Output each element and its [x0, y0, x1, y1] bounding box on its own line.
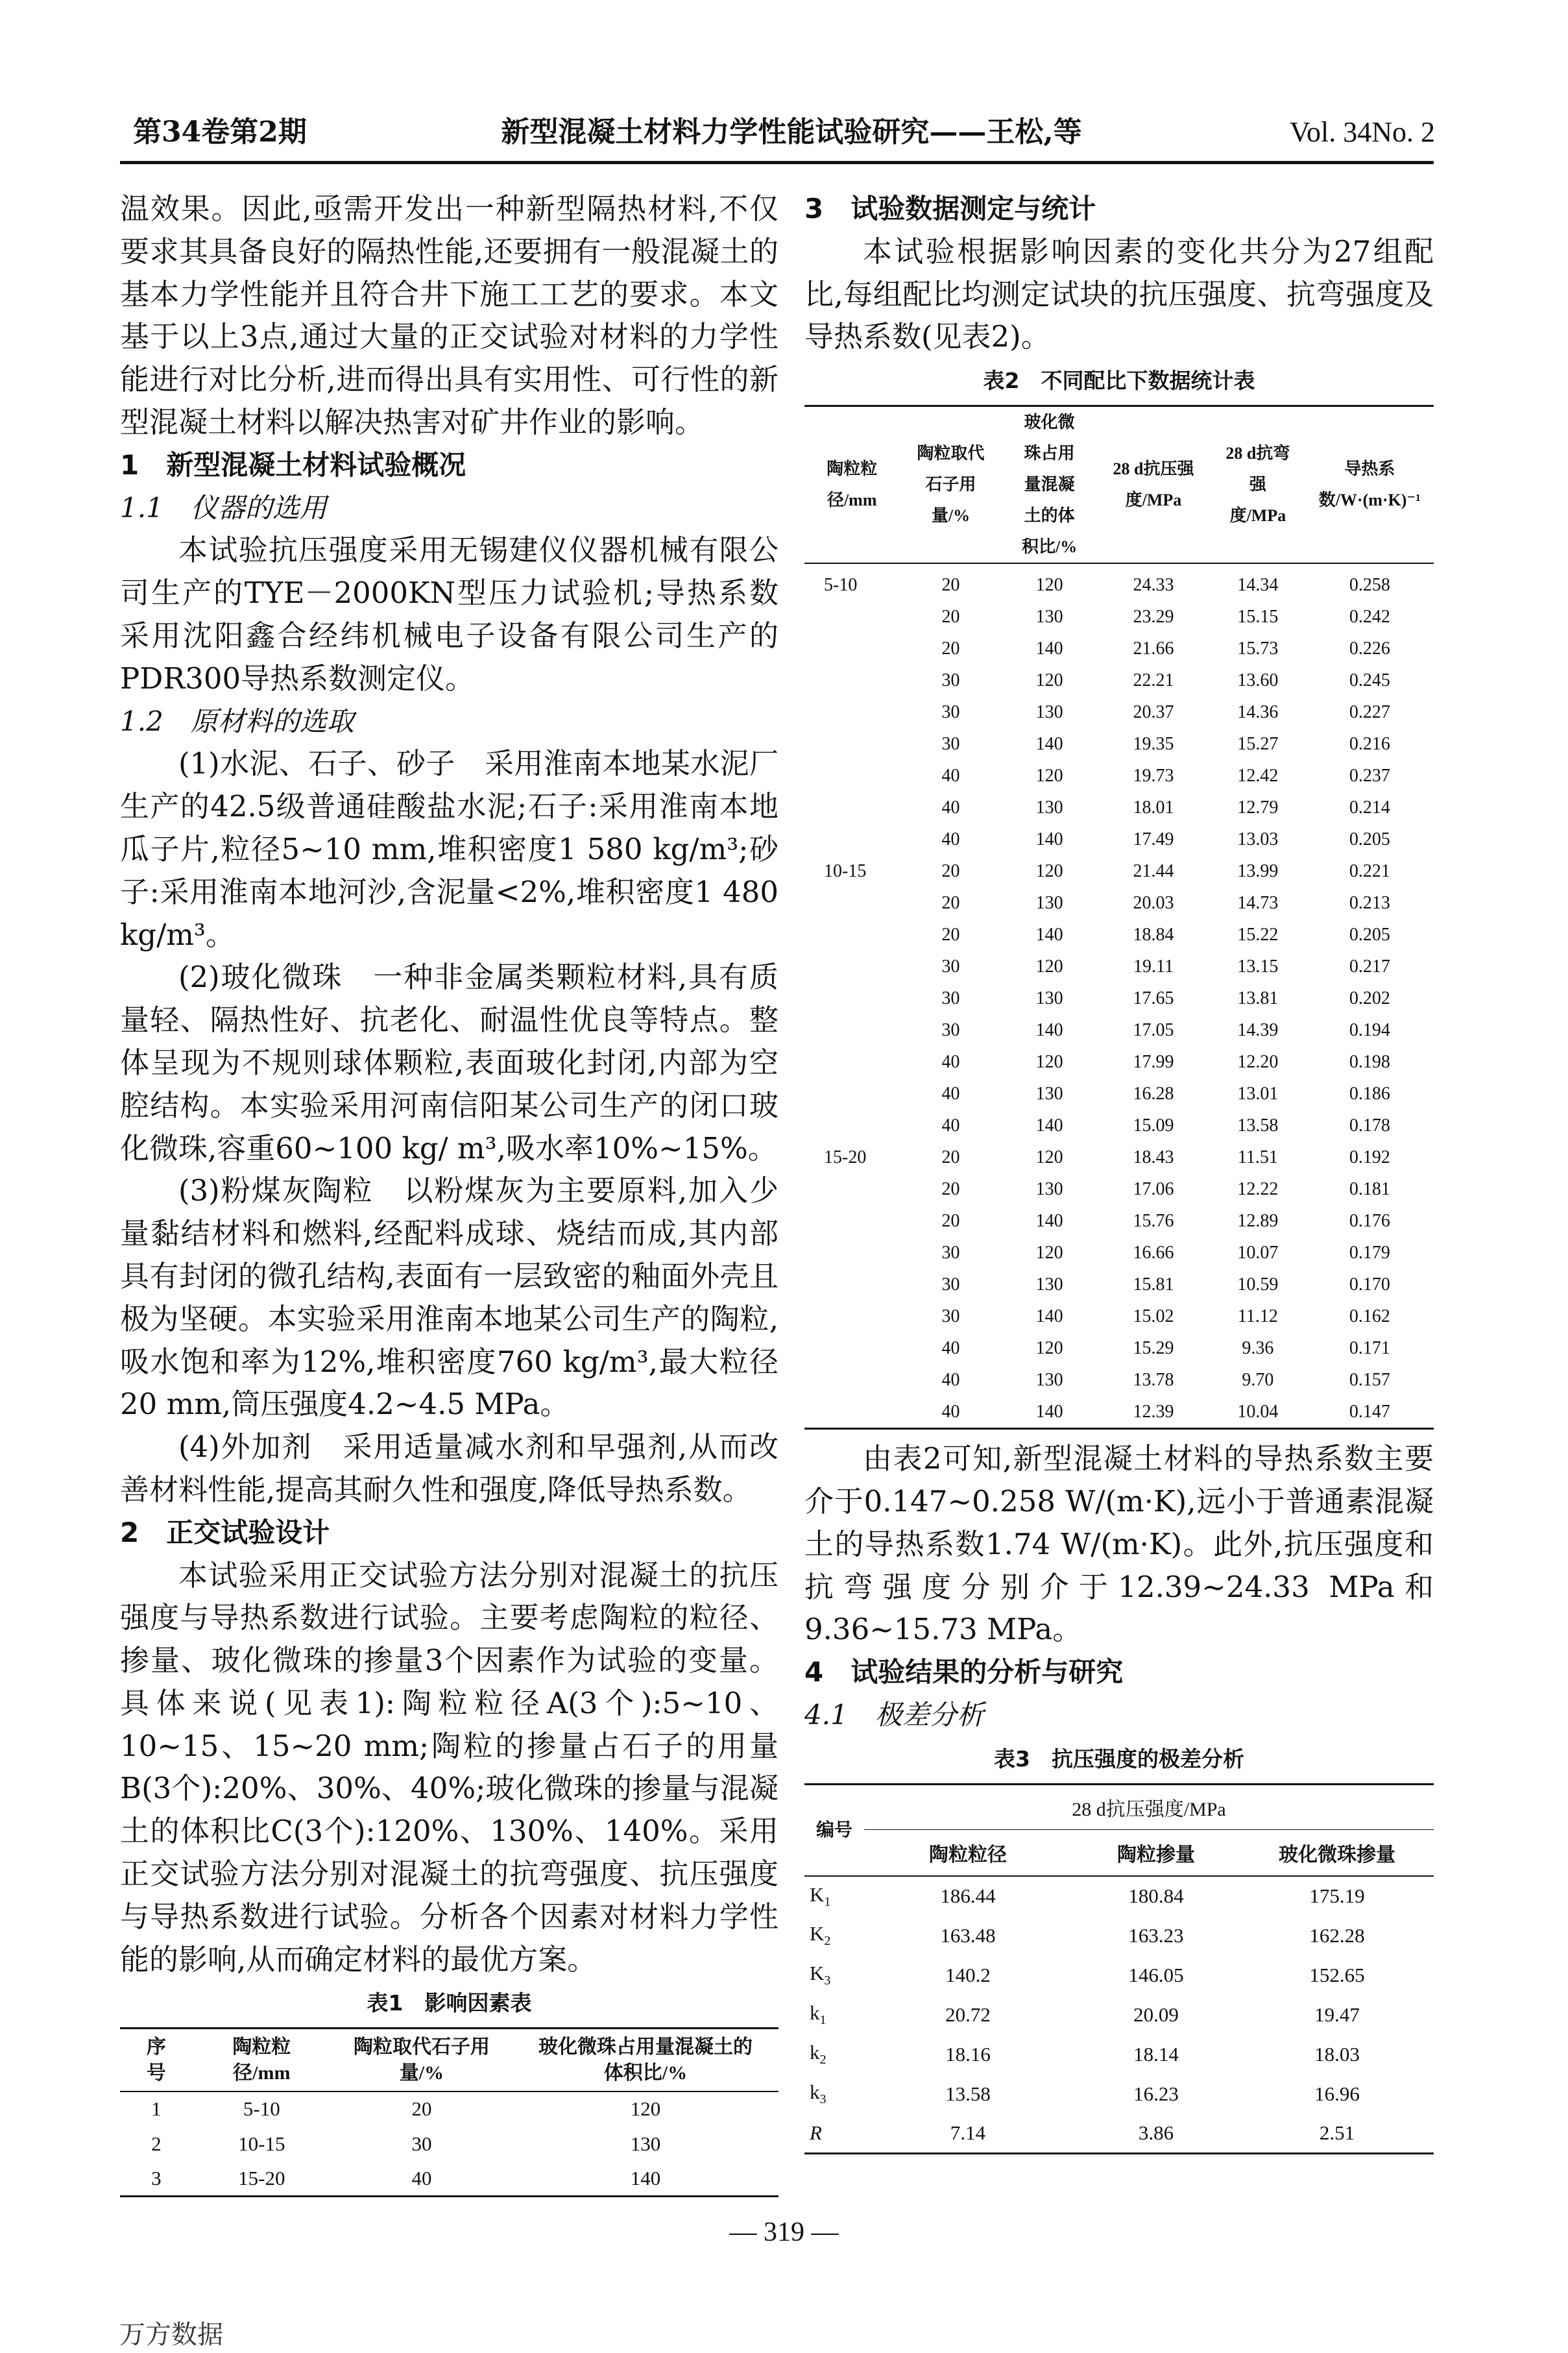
table-cell: 14.36: [1237, 702, 1279, 723]
table-cell: 2: [151, 2132, 162, 2155]
table-cell: 20: [941, 1179, 960, 1200]
table-row: [804, 1046, 1434, 1078]
table-cell: 0.245: [1349, 670, 1390, 691]
running-header-volume: Vol. 34No. 2: [1289, 116, 1435, 148]
intro-paragraph: 温效果。因此,亟需开发出一种新型隔热材料,不仅要求其具备良好的隔热性能,还要拥有一般混凝土的基本力学性能并且符合井下施工工艺的要求。本文基于以上3点,通过大量的正交试验对材料的力学性能进行对比分析,进而得出具有实用性、可行性的新型混凝土材料以解决热害对矿井作业的影响。: [120, 191, 778, 439]
table-cell: 12.22: [1237, 1179, 1279, 1200]
table-cell: 0.217: [1349, 957, 1390, 977]
left-column: [120, 188, 778, 2197]
table-row: [804, 2114, 1434, 2153]
table-cell: 15.22: [1237, 925, 1279, 945]
footer: [0, 2213, 1568, 2353]
table-cell: 16.66: [1133, 1243, 1174, 1263]
table-2-caption: 表2 不同配比下数据统计表: [983, 368, 1255, 394]
group-label: [804, 1332, 899, 1364]
group-label: [804, 951, 899, 982]
row-label: [804, 1876, 864, 1916]
table-cell: 175.19: [1309, 1884, 1365, 1908]
table-cell: 20.09: [1133, 2003, 1179, 2026]
table-cell: 30: [941, 1243, 960, 1263]
table-row: [804, 792, 1434, 823]
table-1: [120, 2027, 778, 2197]
table-cell: 15.02: [1133, 1306, 1174, 1327]
table-cell: 186.44: [940, 1884, 996, 1908]
table-row: [120, 2127, 778, 2162]
table-cell: 0.171: [1349, 1338, 1390, 1359]
row-label-subscript: 3: [824, 1973, 831, 1988]
table-cell: 11.12: [1237, 1306, 1278, 1327]
table-cell: 40: [941, 1084, 960, 1104]
table-row: [804, 2034, 1434, 2074]
table-cell: 130: [1035, 702, 1063, 723]
table-row: [804, 1205, 1434, 1237]
table-cell: 120: [1035, 766, 1063, 786]
group-label: [804, 1269, 899, 1300]
body-columns: [120, 0, 1434, 2197]
table-cell: 12.79: [1237, 798, 1279, 818]
group-label: [804, 664, 899, 696]
group-label: [804, 1364, 899, 1396]
group-label: [804, 696, 899, 728]
table-cell: 18.16: [945, 2042, 991, 2066]
group-label: [804, 1110, 899, 1141]
table-cell: 140: [1035, 1402, 1063, 1422]
table-cell: 13.01: [1237, 1084, 1279, 1104]
table-cell: 15.15: [1237, 607, 1279, 628]
row-label-symbol: k: [810, 2041, 820, 2064]
table-cell: 7.14: [950, 2121, 986, 2145]
orthogonal-design-paragraph: 本试验采用正交试验方法分别对混凝土的抗压强度与导热系数进行试验。主要考虑陶粒的粒径、掺量、玻化微珠的掺量3个因素作为试验的变量。具体来说(见表1):陶粒粒径A(3个):5~10、10~15、15~20 mm;陶粒的掺量占石子的用量B(3个):20%、30%、40%;玻化微珠的掺量与混凝土的体积比C(3个):120%、130%、140%。采用正交试验方法分别对混凝土的抗弯强度、抗压强度与导热系数进行试验。分析各个因素对材料力学性能的影响,从而确定材料的最优方案。: [120, 1557, 778, 1977]
row-label-subscript: 2: [819, 2053, 826, 2067]
row-label: [804, 2114, 864, 2153]
table-cell: 140: [1035, 829, 1063, 850]
table-cell: 30: [941, 702, 960, 723]
group-label: 5-10: [824, 575, 858, 596]
table-cell: 13.99: [1237, 861, 1279, 882]
table-cell: 22.21: [1133, 670, 1174, 691]
section-1-heading: 1 新型混凝土材料试验概况: [120, 448, 466, 481]
table-cell: 18.43: [1133, 1147, 1174, 1168]
table-cell: 21.66: [1133, 639, 1174, 659]
table-row: [804, 696, 1434, 728]
table-cell: 163.23: [1128, 1923, 1184, 1947]
instruments-paragraph: 本试验抗压强度采用无锡建仪仪器机械有限公司生产的TYE－2000KN型压力试验机;导热系数采用沈阳鑫合经纬机械电子设备有限公司生产的PDR300导热系数测定仪。: [120, 533, 778, 696]
table-cell: 13.78: [1133, 1370, 1174, 1391]
table-cell: 130: [630, 2132, 661, 2155]
table-3-header: 陶粒粒径: [929, 1844, 1007, 1866]
table-2-header: 陶粒取代石子用量/%: [899, 406, 1002, 564]
table-cell: 30: [941, 1020, 960, 1041]
table-cell: 140: [1035, 1020, 1063, 1041]
table-cell: 18.14: [1133, 2042, 1179, 2066]
table-cell: 10.04: [1237, 1402, 1279, 1422]
table-cell: 16.96: [1314, 2082, 1360, 2105]
table-cell: 14.34: [1237, 575, 1279, 596]
table-cell: 0.242: [1349, 607, 1390, 628]
table-cell: 130: [1035, 1370, 1063, 1391]
table-cell: 40: [411, 2167, 432, 2190]
table-cell: 40: [941, 1052, 960, 1073]
table-cell: 40: [941, 1338, 960, 1359]
running-header-issue: 第34卷第2期: [133, 116, 307, 149]
table-cell: 3: [151, 2167, 162, 2190]
row-label-symbol: K: [810, 1962, 825, 1985]
group-label: [804, 1396, 899, 1429]
table-cell: 15.73: [1237, 639, 1279, 659]
table-cell: 140: [1035, 1211, 1063, 1232]
row-label: [804, 2034, 864, 2074]
table-row: [804, 919, 1434, 951]
table-cell: 40: [941, 1370, 960, 1391]
table-cell: 10.59: [1237, 1274, 1279, 1295]
table-row: [804, 1141, 1434, 1173]
section-4-heading: 4 试验结果的分析与研究: [804, 1656, 1124, 1689]
table-cell: 20: [941, 607, 960, 628]
row-label-symbol: k: [810, 2080, 820, 2104]
table-cell: 30: [941, 670, 960, 691]
table-cell: 30: [941, 957, 960, 977]
table-cell: 120: [1035, 861, 1063, 882]
table-cell: 17.65: [1133, 988, 1174, 1009]
section-2-heading: 2 正交试验设计: [120, 1516, 330, 1548]
table-cell: 140.2: [945, 1963, 991, 1986]
table-row: [804, 760, 1434, 792]
table-cell: 0.198: [1349, 1052, 1390, 1073]
row-label-symbol: R: [810, 2121, 822, 2145]
table-cell: 0.237: [1349, 766, 1390, 786]
table-row: [804, 563, 1434, 601]
table-cell: 120: [1035, 670, 1063, 691]
table-cell: 5-10: [243, 2097, 280, 2121]
table-cell: 120: [1035, 1338, 1063, 1359]
row-label: [804, 1955, 864, 1995]
table-cell: 163.48: [940, 1923, 996, 1947]
table-cell: 0.194: [1349, 1020, 1390, 1041]
materials-paragraph-3: (3)粉煤灰陶粒 以粉煤灰为主要原料,加入少量黏结材料和燃料,经配料成球、烧结而成,其内部具有封闭的微孔结构,表面有一层致密的釉面外壳且极为坚硬。本实验采用淮南本地某公司生产的陶粒,吸水饱和率为12%,堆积密度760 kg/m³,最大粒径20 mm,筒压强度4.2~4.5 MPa。: [120, 1173, 778, 1422]
row-label-symbol: K: [810, 1883, 825, 1906]
table-cell: 0.216: [1349, 734, 1390, 755]
table-cell: 18.01: [1133, 798, 1174, 818]
table-cell: 0.179: [1349, 1243, 1390, 1263]
table-cell: 120: [1035, 1052, 1063, 1073]
table-cell: 9.36: [1242, 1338, 1274, 1359]
table-cell: 30: [941, 734, 960, 755]
table-cell: 40: [941, 1116, 960, 1136]
table-cell: 20.03: [1133, 893, 1174, 914]
table-row: [804, 1014, 1434, 1046]
table-cell: 20: [411, 2097, 432, 2121]
table-row: [804, 1269, 1434, 1300]
table-cell: 9.70: [1242, 1370, 1274, 1391]
table-row: [804, 855, 1434, 887]
group-label: [804, 823, 899, 855]
table-cell: 20: [941, 925, 960, 945]
group-label: [804, 1173, 899, 1205]
row-label-subscript: 2: [824, 1934, 831, 1949]
table-cell: 140: [1035, 639, 1063, 659]
row-label-subscript: 1: [824, 1894, 831, 1909]
table-cell: 20.72: [945, 2003, 991, 2026]
table-cell: 130: [1035, 607, 1063, 628]
table-cell: 14.73: [1237, 893, 1279, 914]
group-label: [804, 919, 899, 951]
row-label: [804, 1916, 864, 1955]
table-3: [804, 1783, 1434, 2154]
group-label: [804, 760, 899, 792]
table-cell: 20: [941, 1147, 960, 1168]
table-row: [804, 1332, 1434, 1364]
table-cell: 20: [941, 639, 960, 659]
group-label: [804, 633, 899, 664]
table-cell: 140: [1035, 734, 1063, 755]
table-2-header: 导热系数/W·(m·K)⁻¹: [1306, 406, 1434, 564]
table-row: [804, 1110, 1434, 1141]
table-row: [804, 1364, 1434, 1396]
table-cell: 10.07: [1237, 1243, 1279, 1263]
table-2-header: 玻化微珠占用量混凝土的体积比/%: [1002, 406, 1096, 564]
table-cell: 40: [941, 798, 960, 818]
table-cell: 15.76: [1133, 1211, 1174, 1232]
table-cell: 140: [1035, 1116, 1063, 1136]
table-row: [804, 982, 1434, 1014]
table-cell: 16.23: [1133, 2082, 1179, 2105]
table-cell: 12.39: [1133, 1402, 1174, 1422]
table-cell: 130: [1035, 893, 1063, 914]
table-cell: 13.03: [1237, 829, 1279, 850]
table-cell: 0.157: [1349, 1370, 1390, 1391]
row-label-subscript: 1: [819, 2013, 826, 2028]
right-column: [804, 188, 1434, 2154]
table-cell: 12.89: [1237, 1211, 1279, 1232]
table-row: [804, 823, 1434, 855]
table-cell: 0.202: [1349, 988, 1390, 1009]
table-cell: 18.03: [1314, 2042, 1360, 2066]
table-cell: 0.226: [1349, 639, 1390, 659]
table-cell: 30: [941, 1274, 960, 1295]
materials-paragraph-1: (1)水泥、石子、砂子 采用淮南本地某水泥厂生产的42.5级普通硅酸盐水泥;石子:采用淮南本地瓜子片,粒径5~10 mm,堆积密度1 580 kg/m³;砂子:采用淮南本地河沙,含泥量<2%,堆积密度1 480 kg/m³。: [120, 746, 778, 952]
table-row: [804, 1955, 1434, 1995]
table-3-group-header: 28 d抗压强度/MPa: [864, 1784, 1434, 1829]
table-cell: 0.162: [1349, 1306, 1390, 1327]
table-cell: 15.81: [1133, 1274, 1174, 1295]
spacer: [804, 1430, 1434, 1437]
table-row: [804, 887, 1434, 919]
table-cell: 140: [630, 2167, 661, 2190]
table-row: [804, 1396, 1434, 1429]
table-cell: 20.37: [1133, 702, 1174, 723]
table-cell: 21.44: [1133, 861, 1174, 882]
table-cell: 14.39: [1237, 1020, 1279, 1041]
table-cell: 15.27: [1237, 734, 1279, 755]
group-label: [804, 601, 899, 633]
table-1-caption: 表1 影响因素表: [367, 1990, 532, 2016]
table-row: [804, 1995, 1434, 2034]
table-cell: 130: [1035, 988, 1063, 1009]
table-cell: 15-20: [238, 2167, 285, 2190]
table-cell: 17.49: [1133, 829, 1174, 850]
table-row: [804, 2074, 1434, 2114]
table-2-header: 陶粒粒径/mm: [804, 406, 899, 564]
table-3-header: 陶粒掺量: [1117, 1844, 1195, 1866]
section-1-2-heading: 1.2 原材料的选取: [120, 705, 354, 737]
table-cell: 0.186: [1349, 1084, 1390, 1104]
row-label: [804, 2074, 864, 2114]
table-row: [804, 601, 1434, 633]
table-cell: 146.05: [1128, 1963, 1184, 1986]
table-1-header: 陶粒粒径/mm: [232, 2036, 291, 2084]
materials-paragraph-2: (2)玻化微珠 一种非金属类颗粒材料,具有质量轻、隔热性好、抗老化、耐温性优良等特点。整体呈现为不规则球体颗粒,表面玻化封闭,内部为空腔结构。本实验采用河南信阳某公司生产的闭口玻化微珠,容重60~100 kg/ m³,吸水率10%~15%。: [120, 960, 778, 1165]
page-number: — 319 —: [729, 2217, 839, 2248]
table-cell: 40: [941, 829, 960, 850]
group-label: [804, 1014, 899, 1046]
table-cell: 13.15: [1237, 957, 1279, 977]
table-1-header: 序号: [146, 2036, 166, 2084]
table-cell: 130: [1035, 1274, 1063, 1295]
table-row: [120, 2162, 778, 2197]
table-cell: 13.81: [1237, 988, 1279, 1009]
table-cell: 20: [941, 575, 960, 596]
table-cell: 152.65: [1309, 1963, 1365, 1986]
section-3-heading: 3 试验数据测定与统计: [804, 193, 1096, 225]
table-cell: 20: [941, 893, 960, 914]
table-cell: 2.51: [1319, 2121, 1355, 2145]
table-row: [804, 728, 1434, 760]
group-label: [804, 792, 899, 823]
group-label: 15-20: [824, 1147, 867, 1168]
watermark-text: 万方数据: [119, 2320, 223, 2350]
table-cell: 18.84: [1133, 925, 1174, 945]
table-cell: 120: [1035, 957, 1063, 977]
table-row: [804, 1078, 1434, 1110]
row-label-symbol: K: [810, 1922, 825, 1945]
table-cell: 19.35: [1133, 734, 1174, 755]
table-cell: 140: [1035, 925, 1063, 945]
table-cell: 30: [411, 2132, 432, 2155]
table-cell: 0.258: [1349, 575, 1390, 596]
section-1-1-heading: 1.1 仪器的选用: [120, 491, 327, 524]
table-cell: 30: [941, 1306, 960, 1327]
table-cell: 30: [941, 988, 960, 1009]
table-cell: 130: [1035, 1084, 1063, 1104]
table-row: [804, 1876, 1434, 1916]
table-cell: 0.178: [1349, 1116, 1390, 1136]
table-cell: 180.84: [1128, 1884, 1184, 1908]
table-cell: 40: [941, 766, 960, 786]
table-cell: 11.51: [1237, 1147, 1278, 1168]
row-label: [804, 1995, 864, 2034]
table-cell: 17.99: [1133, 1052, 1174, 1073]
row-label-symbol: k: [810, 2001, 820, 2025]
table-cell: 10-15: [238, 2132, 285, 2155]
table-cell: 20: [941, 861, 960, 882]
group-label: [804, 982, 899, 1014]
table-row: [120, 2091, 778, 2127]
table-cell: 0.221: [1349, 861, 1390, 882]
table-cell: 19.47: [1314, 2003, 1360, 2026]
table-row: [804, 1916, 1434, 1955]
table-3-id-header: 编号: [804, 1784, 864, 1876]
table-cell: 120: [1035, 1147, 1063, 1168]
table-cell: 0.192: [1349, 1147, 1390, 1168]
table-cell: 0.205: [1349, 925, 1390, 945]
table-cell: 20: [941, 1211, 960, 1232]
table-cell: 16.28: [1133, 1084, 1174, 1104]
table-cell: 0.170: [1349, 1274, 1390, 1295]
table-cell: 13.58: [1237, 1116, 1279, 1136]
table-3-caption: 表3 抗压强度的极差分析: [994, 1746, 1244, 1772]
group-label: [804, 728, 899, 760]
table-cell: 13.58: [945, 2082, 991, 2105]
table-3-header: 玻化微珠掺量: [1279, 1844, 1395, 1866]
table-cell: 17.06: [1133, 1179, 1174, 1200]
table-2-header: 28 d抗弯强度/MPa: [1210, 406, 1306, 564]
table-cell: 0.176: [1349, 1211, 1390, 1232]
table-cell: 0.181: [1349, 1179, 1390, 1200]
table-cell: 13.60: [1237, 670, 1279, 691]
table-cell: 0.147: [1349, 1402, 1390, 1422]
table-cell: 0.227: [1349, 702, 1390, 723]
table-cell: 120: [1035, 1243, 1063, 1263]
section-4-1-heading: 4.1 极差分析: [804, 1698, 984, 1731]
table-cell: 23.29: [1133, 607, 1174, 628]
table-2-header: 28 d抗压强度/MPa: [1097, 406, 1210, 564]
group-label: [804, 1205, 899, 1237]
table-row: [804, 1173, 1434, 1205]
group-label: [804, 1237, 899, 1269]
table-cell: 0.205: [1349, 829, 1390, 850]
table-cell: 15.09: [1133, 1116, 1174, 1136]
table-row: [804, 664, 1434, 696]
group-label: [804, 1300, 899, 1332]
table-cell: 24.33: [1133, 575, 1174, 596]
group-label: [804, 887, 899, 919]
results-summary-paragraph: 由表2可知,新型混凝土材料的导热系数主要介于0.147~0.258 W/(m·K),远小于普通素混凝土的导热系数1.74 W/(m·K)。此外,抗压强度和抗弯强度分别介于12.39~24.33 MPa和9.36~15.73 MPa。: [804, 1441, 1434, 1647]
table-cell: 0.213: [1349, 893, 1390, 914]
table-row: [804, 951, 1434, 982]
table-cell: 19.73: [1133, 766, 1174, 786]
table-1-header: 陶粒取代石子用量/%: [353, 2036, 490, 2084]
data-statistics-paragraph: 本试验根据影响因素的变化共分为27组配比,每组配比均测定试块的抗压强度、抗弯强度及导热系数(见表2)。: [804, 234, 1434, 354]
table-cell: 0.214: [1349, 798, 1390, 818]
table-cell: 12.42: [1237, 766, 1279, 786]
table-row: [804, 633, 1434, 664]
table-cell: 1: [151, 2097, 162, 2121]
table-1-header: 玻化微珠占用量混凝土的体积比/%: [538, 2036, 753, 2084]
table-row: [804, 1300, 1434, 1332]
table-cell: 130: [1035, 1179, 1063, 1200]
running-header-title: 新型混凝土材料力学性能试验研究——王松,等: [501, 116, 1082, 149]
table-cell: 17.05: [1133, 1020, 1174, 1041]
table-cell: 120: [1035, 575, 1063, 596]
group-label: 10-15: [824, 861, 867, 882]
group-label: [804, 1078, 899, 1110]
table-cell: 40: [941, 1402, 960, 1422]
materials-paragraph-4: (4)外加剂 采用适量减水剂和早强剂,从而改善材料性能,提高其耐久性和强度,降低导热系数。: [120, 1430, 778, 1507]
table-cell: 162.28: [1309, 1923, 1365, 1947]
table-cell: 15.29: [1133, 1338, 1174, 1359]
group-label: [804, 1046, 899, 1078]
table-row: [804, 1237, 1434, 1269]
table-cell: 130: [1035, 798, 1063, 818]
row-label-subscript: 3: [819, 2092, 826, 2107]
table-cell: 3.86: [1138, 2121, 1174, 2145]
table-cell: 19.11: [1133, 957, 1174, 977]
table-cell: 12.20: [1237, 1052, 1279, 1073]
table-cell: 140: [1035, 1306, 1063, 1327]
table-2: [804, 405, 1434, 1430]
table-cell: 120: [630, 2097, 661, 2121]
